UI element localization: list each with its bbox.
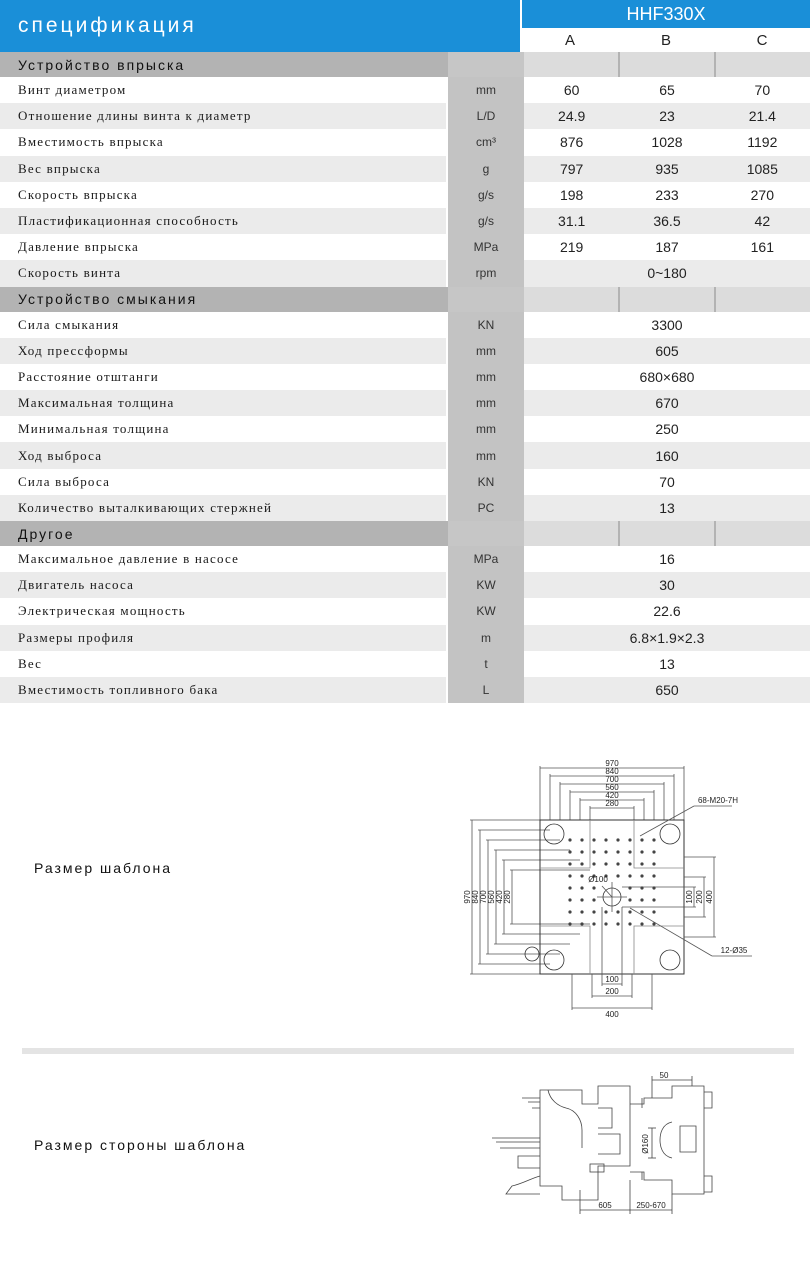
side-dim-50: 50 (659, 1071, 669, 1080)
section-value-cell (524, 287, 618, 312)
title-row (0, 0, 810, 52)
column-b: B (660, 31, 671, 49)
row-label: Пластификационная способность (0, 208, 446, 234)
dim-top-560: 560 (605, 783, 619, 792)
row-label: Минимальная толщина (0, 416, 446, 442)
value-cell: 1192 (747, 134, 778, 151)
value-cell: 21.4 (748, 108, 776, 125)
row-values (524, 416, 810, 442)
dim-left-700: 700 (479, 890, 488, 904)
bolt-hole (616, 838, 619, 841)
row-unit: mm (448, 338, 524, 364)
dim-left-280: 280 (503, 890, 512, 904)
row-unit: MPa (448, 234, 524, 260)
value-cell: 13 (659, 499, 675, 516)
bolt-hole (580, 922, 583, 925)
row-unit: m (448, 625, 524, 651)
bolt-hole (568, 874, 571, 877)
section-value-cell (716, 52, 810, 77)
column-a: A (564, 31, 575, 49)
row-label: Количество выталкивающих стержней (0, 495, 446, 521)
bolt-hole (616, 850, 619, 853)
bolt-hole (652, 838, 655, 841)
section-value-cell (524, 52, 618, 77)
bolt-hole (604, 862, 607, 865)
value-cell: 23 (659, 108, 675, 125)
dim-top-700: 700 (605, 775, 619, 784)
table-row (0, 103, 810, 129)
bolt-hole (604, 922, 607, 925)
row-unit: PC (448, 495, 524, 521)
row-values (524, 234, 810, 260)
bolt-hole (580, 910, 583, 913)
dim-bottom-400: 400 (605, 1010, 619, 1019)
table-row (0, 625, 810, 651)
bolt-hole (652, 862, 655, 865)
value-cell: 1028 (651, 134, 683, 151)
row-label: Вес (0, 651, 446, 677)
value-cell: 670 (655, 395, 679, 412)
row-label: Двигатель насоса (0, 572, 446, 598)
bolt-hole (604, 850, 607, 853)
value-cell: 22.6 (653, 603, 681, 620)
bolt-hole (640, 886, 643, 889)
row-values (524, 598, 810, 624)
section-unit-cell (448, 287, 524, 312)
table-row (0, 129, 810, 155)
row-values (524, 677, 810, 703)
bolt-hole (628, 886, 631, 889)
column-c: C (756, 31, 768, 49)
row-label: Вместимость впрыска (0, 129, 446, 155)
row-values (524, 208, 810, 234)
section-divider (22, 1048, 794, 1054)
section-title: Устройство смыкания (18, 291, 198, 307)
bolt-hole (652, 850, 655, 853)
row-values (524, 312, 810, 338)
value-cell: 3300 (651, 316, 683, 333)
dim-right-200: 200 (695, 890, 704, 904)
thread-note: 68-M20-7H (697, 796, 739, 805)
row-unit: KW (448, 572, 524, 598)
row-label: Давление впрыска (0, 234, 446, 260)
value-cell: 250 (655, 421, 679, 438)
bolt-hole (616, 910, 619, 913)
row-values (524, 156, 810, 182)
row-unit: KN (448, 312, 524, 338)
row-label: Скорость винта (0, 260, 446, 286)
dim-left-560: 560 (487, 890, 496, 904)
row-unit: mm (448, 442, 524, 468)
bolt-hole (616, 874, 619, 877)
bolt-hole (628, 922, 631, 925)
row-unit: KW (448, 598, 524, 624)
value-cell: 24.9 (558, 108, 586, 125)
dim-top-420: 420 (605, 791, 619, 800)
value-cell: 161 (750, 239, 774, 256)
column-headers (522, 28, 810, 52)
side-dim-250-670: 250-670 (636, 1201, 666, 1210)
section-value-cells (524, 521, 810, 546)
section-value-cell (524, 521, 618, 546)
row-values (524, 77, 810, 103)
bolt-hole (604, 910, 607, 913)
table-row (0, 469, 810, 495)
value-cell: 70 (754, 82, 771, 99)
row-label: Размеры профиля (0, 625, 446, 651)
dim-top-970: 970 (605, 759, 619, 768)
table-row (0, 495, 810, 521)
bolt-hole (652, 910, 655, 913)
bolt-hole (652, 874, 655, 877)
row-values (524, 469, 810, 495)
dim-bottom-100: 100 (605, 975, 619, 984)
row-unit: t (448, 651, 524, 677)
table-row (0, 598, 810, 624)
bolt-hole (592, 898, 595, 901)
value-cell: 30 (659, 577, 675, 594)
section-value-cell (620, 521, 714, 546)
value-cell: 65 (659, 82, 675, 99)
section-value-cell (716, 287, 810, 312)
value-cell: 233 (655, 186, 679, 203)
bolt-hole (640, 898, 643, 901)
row-values (524, 546, 810, 572)
platen-drawing-label: Размер шаблона (34, 860, 173, 876)
dim-left-970: 970 (463, 890, 472, 904)
table-row (0, 364, 810, 390)
value-cell: 6.8×1.9×2.3 (629, 629, 705, 646)
bolt-hole (592, 922, 595, 925)
bolt-hole (568, 862, 571, 865)
row-values (524, 129, 810, 155)
side-dim-605: 605 (598, 1201, 612, 1210)
row-label: Ход прессформы (0, 338, 446, 364)
bolt-hole (604, 838, 607, 841)
table-row (0, 77, 810, 103)
table-row (0, 572, 810, 598)
value-cell: 42 (754, 213, 771, 230)
table-row (0, 677, 810, 703)
bolt-hole (568, 886, 571, 889)
section-header (0, 287, 810, 312)
bolt-hole (592, 910, 595, 913)
row-values (524, 572, 810, 598)
bolt-hole (580, 850, 583, 853)
bolt-hole (628, 862, 631, 865)
row-label: Расстояние отштанги (0, 364, 446, 390)
bolt-hole (628, 838, 631, 841)
table-row (0, 234, 810, 260)
section-value-cell (620, 287, 714, 312)
row-values (524, 364, 810, 390)
table-row (0, 182, 810, 208)
bolt-hole (652, 898, 655, 901)
table-row (0, 651, 810, 677)
platen-drawing (462, 758, 762, 1020)
table-row (0, 156, 810, 182)
value-cell: 935 (655, 160, 679, 177)
section-unit-cell (448, 52, 524, 77)
bolt-hole (628, 874, 631, 877)
row-label: Вместимость топливного бака (0, 677, 446, 703)
value-cell: 160 (655, 447, 679, 464)
row-unit: mm (448, 416, 524, 442)
row-unit: mm (448, 390, 524, 416)
row-values (524, 182, 810, 208)
row-unit: cm³ (448, 129, 524, 155)
bolt-hole (580, 838, 583, 841)
bolt-hole (592, 850, 595, 853)
bolt-hole (640, 862, 643, 865)
row-label: Ход выброса (0, 442, 446, 468)
section-value-cell (716, 521, 810, 546)
table-row (0, 546, 810, 572)
bolt-hole (652, 922, 655, 925)
row-label: Максимальная толщина (0, 390, 446, 416)
bolt-hole (580, 862, 583, 865)
bolt-hole (628, 850, 631, 853)
row-label: Сила выброса (0, 469, 446, 495)
model-name: HHF330X (522, 0, 810, 28)
value-cell: 31.1 (558, 213, 586, 230)
dim-top-840: 840 (605, 767, 619, 776)
section-header (0, 521, 810, 546)
page-title: спецификация (0, 0, 520, 52)
side-drawing (492, 1068, 732, 1218)
bolt-hole (568, 898, 571, 901)
value-cell: 605 (655, 342, 679, 359)
bolt-hole (628, 898, 631, 901)
value-cell: 1085 (746, 160, 778, 177)
bolt-hole (640, 838, 643, 841)
row-unit: g (448, 156, 524, 182)
value-cell: 650 (655, 682, 679, 699)
table-row (0, 260, 810, 286)
table-row (0, 312, 810, 338)
value-cell: 60 (563, 82, 580, 99)
row-unit: L/D (448, 103, 524, 129)
value-cell: 270 (750, 186, 774, 203)
row-unit: MPa (448, 546, 524, 572)
bolt-hole (568, 850, 571, 853)
row-label: Сила смыкания (0, 312, 446, 338)
value-cell: 876 (559, 134, 584, 151)
dim-left-840: 840 (471, 890, 480, 904)
row-values (524, 260, 810, 286)
row-label: Скорость впрыска (0, 182, 446, 208)
section-header (0, 52, 810, 77)
bolt-hole (640, 910, 643, 913)
value-cell: 219 (559, 239, 584, 256)
value-cell: 36.5 (653, 213, 681, 230)
section-value-cells (524, 52, 810, 77)
row-label: Вес впрыска (0, 156, 446, 182)
table-row (0, 416, 810, 442)
dim-left-420: 420 (495, 890, 504, 904)
side-drawing-label: Размер стороны шаблона (34, 1137, 247, 1153)
bolt-hole (580, 874, 583, 877)
row-label: Максимальное давление в насосе (0, 546, 446, 572)
center-hole-label: Ø100 (588, 875, 608, 884)
side-dim-160: Ø160 (641, 1134, 650, 1154)
row-values (524, 338, 810, 364)
row-label: Винт диаметром (0, 77, 446, 103)
row-unit: rpm (448, 260, 524, 286)
bolt-hole (616, 862, 619, 865)
row-unit: mm (448, 77, 524, 103)
bolt-hole (568, 922, 571, 925)
section-unit-cell (448, 521, 524, 546)
value-cell: 198 (559, 186, 584, 203)
section-value-cells (524, 287, 810, 312)
dim-top-280: 280 (605, 799, 619, 808)
row-values (524, 390, 810, 416)
value-cell: 187 (655, 239, 679, 256)
row-label: Электрическая мощность (0, 598, 446, 624)
value-cell: 680×680 (639, 368, 695, 385)
table-body (0, 52, 810, 703)
bolt-hole (652, 886, 655, 889)
value-cell: 797 (559, 160, 584, 177)
value-cell: 16 (659, 551, 675, 568)
value-cell: 70 (659, 473, 675, 490)
dim-right-400: 400 (705, 890, 714, 904)
row-label: Отношение длины винта к диаметр (0, 103, 446, 129)
section-value-cell (620, 52, 714, 77)
section-title: Устройство впрыска (18, 56, 186, 73)
row-unit: g/s (448, 182, 524, 208)
hole-note: 12-Ø35 (720, 946, 748, 955)
bolt-hole (568, 910, 571, 913)
bolt-hole (628, 910, 631, 913)
bolt-hole (592, 862, 595, 865)
row-values (524, 625, 810, 651)
dim-right-100: 100 (685, 890, 694, 904)
dim-bottom-200: 200 (605, 987, 619, 996)
row-values (524, 651, 810, 677)
row-unit: mm (448, 364, 524, 390)
table-row (0, 390, 810, 416)
table-row (0, 442, 810, 468)
bolt-hole (640, 922, 643, 925)
bolt-hole (580, 898, 583, 901)
bolt-hole (568, 838, 571, 841)
model-header (522, 0, 810, 52)
value-cell: 13 (659, 655, 675, 672)
table-row (0, 208, 810, 234)
table-row (0, 338, 810, 364)
row-values (524, 103, 810, 129)
bolt-hole (640, 850, 643, 853)
bolt-hole (592, 886, 595, 889)
bolt-hole (640, 874, 643, 877)
row-unit: g/s (448, 208, 524, 234)
row-values (524, 495, 810, 521)
bolt-hole (592, 838, 595, 841)
bolt-hole (580, 886, 583, 889)
value-cell: 0~180 (647, 265, 687, 282)
row-values (524, 442, 810, 468)
section-title: Другое (18, 525, 75, 542)
row-unit: L (448, 677, 524, 703)
row-unit: KN (448, 469, 524, 495)
bolt-hole (616, 922, 619, 925)
